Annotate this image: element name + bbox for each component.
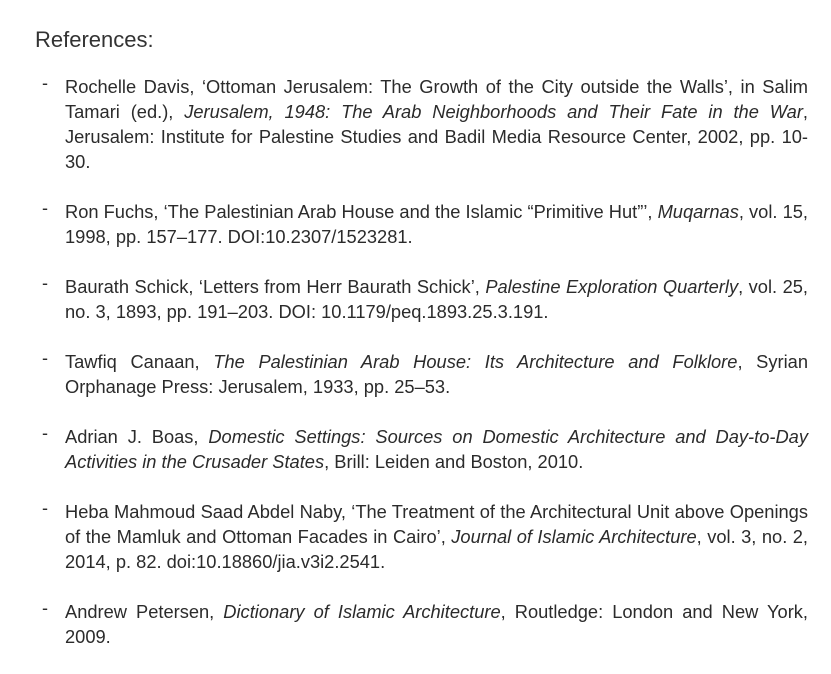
reference-text: Heba Mahmoud Saad Abdel Naby, ‘The Treatment of the Architectural Unit above Openings of the Mamluk and Ottoman Facades in Cairo’, <box>65 501 808 547</box>
reference-item <box>0 599 808 649</box>
reference-details: , vol. 25, no. 3, 1893, pp. 191–203. DOI: 10.1179/peq.1893.25.3.191. <box>65 276 808 322</box>
reference-text: Baurath Schick, ‘Letters from Herr Baurath Schick’, <box>65 276 486 297</box>
reference-title: Jerusalem, 1948: The Arab Neighborhoods and Their Fate in the War <box>184 101 803 122</box>
reference-item <box>0 499 808 574</box>
list-dash: - <box>42 198 48 218</box>
reference-details: , Jerusalem: Institute for Palestine Studies and Badil Media Resource Center, 2002, pp. 10-30. <box>65 101 808 172</box>
reference-text: Tawfiq Canaan, <box>65 351 214 372</box>
reference-details: , vol. 15, 1998, pp. 157–177. DOI:10.2307/1523281. <box>65 201 808 247</box>
reference-text: Ron Fuchs, ‘The Palestinian Arab House and the Islamic “Primitive Hut”’, <box>65 201 658 222</box>
reference-title: Muqarnas <box>657 201 739 222</box>
reference-details: , Brill: Leiden and Boston, 2010. <box>324 451 584 472</box>
reference-text: Rochelle Davis, ‘Ottoman Jerusalem: The Growth of the City outside the Walls’, in Salim Tamari (ed.), <box>65 76 808 122</box>
reference-list <box>0 74 831 674</box>
reference-item <box>0 74 808 174</box>
reference-item <box>0 274 808 324</box>
list-dash: - <box>42 348 48 368</box>
reference-title: Journal of Islamic Architecture <box>451 526 697 547</box>
references-heading: References: <box>35 27 154 52</box>
reference-title: Palestine Exploration Quarterly <box>485 276 739 297</box>
reference-title: The Palestinian Arab House: Its Architecture and Folklore <box>213 351 738 372</box>
list-dash: - <box>42 498 48 518</box>
reference-item <box>0 424 808 474</box>
list-dash: - <box>42 273 48 293</box>
reference-title: Domestic Settings: Sources on Domestic Architecture and Day-to-Day Activities in the Crusader States <box>65 426 808 472</box>
list-dash: - <box>42 73 48 93</box>
reference-details: , Routledge: London and New York, 2009. <box>65 601 809 647</box>
reference-item <box>0 349 808 399</box>
reference-details: , Syrian Orphanage Press: Jerusalem, 1933, pp. 25–53. <box>65 351 809 397</box>
list-dash: - <box>42 598 48 618</box>
reference-title: Dictionary of Islamic Architecture <box>223 601 501 622</box>
reference-details: , vol. 3, no. 2, 2014, p. 82. doi:10.18860/jia.v3i2.2541. <box>65 526 809 572</box>
reference-item <box>0 199 808 249</box>
reference-text: Andrew Petersen, <box>65 601 224 622</box>
list-dash: - <box>42 423 48 443</box>
reference-text: Adrian J. Boas, <box>65 426 209 447</box>
